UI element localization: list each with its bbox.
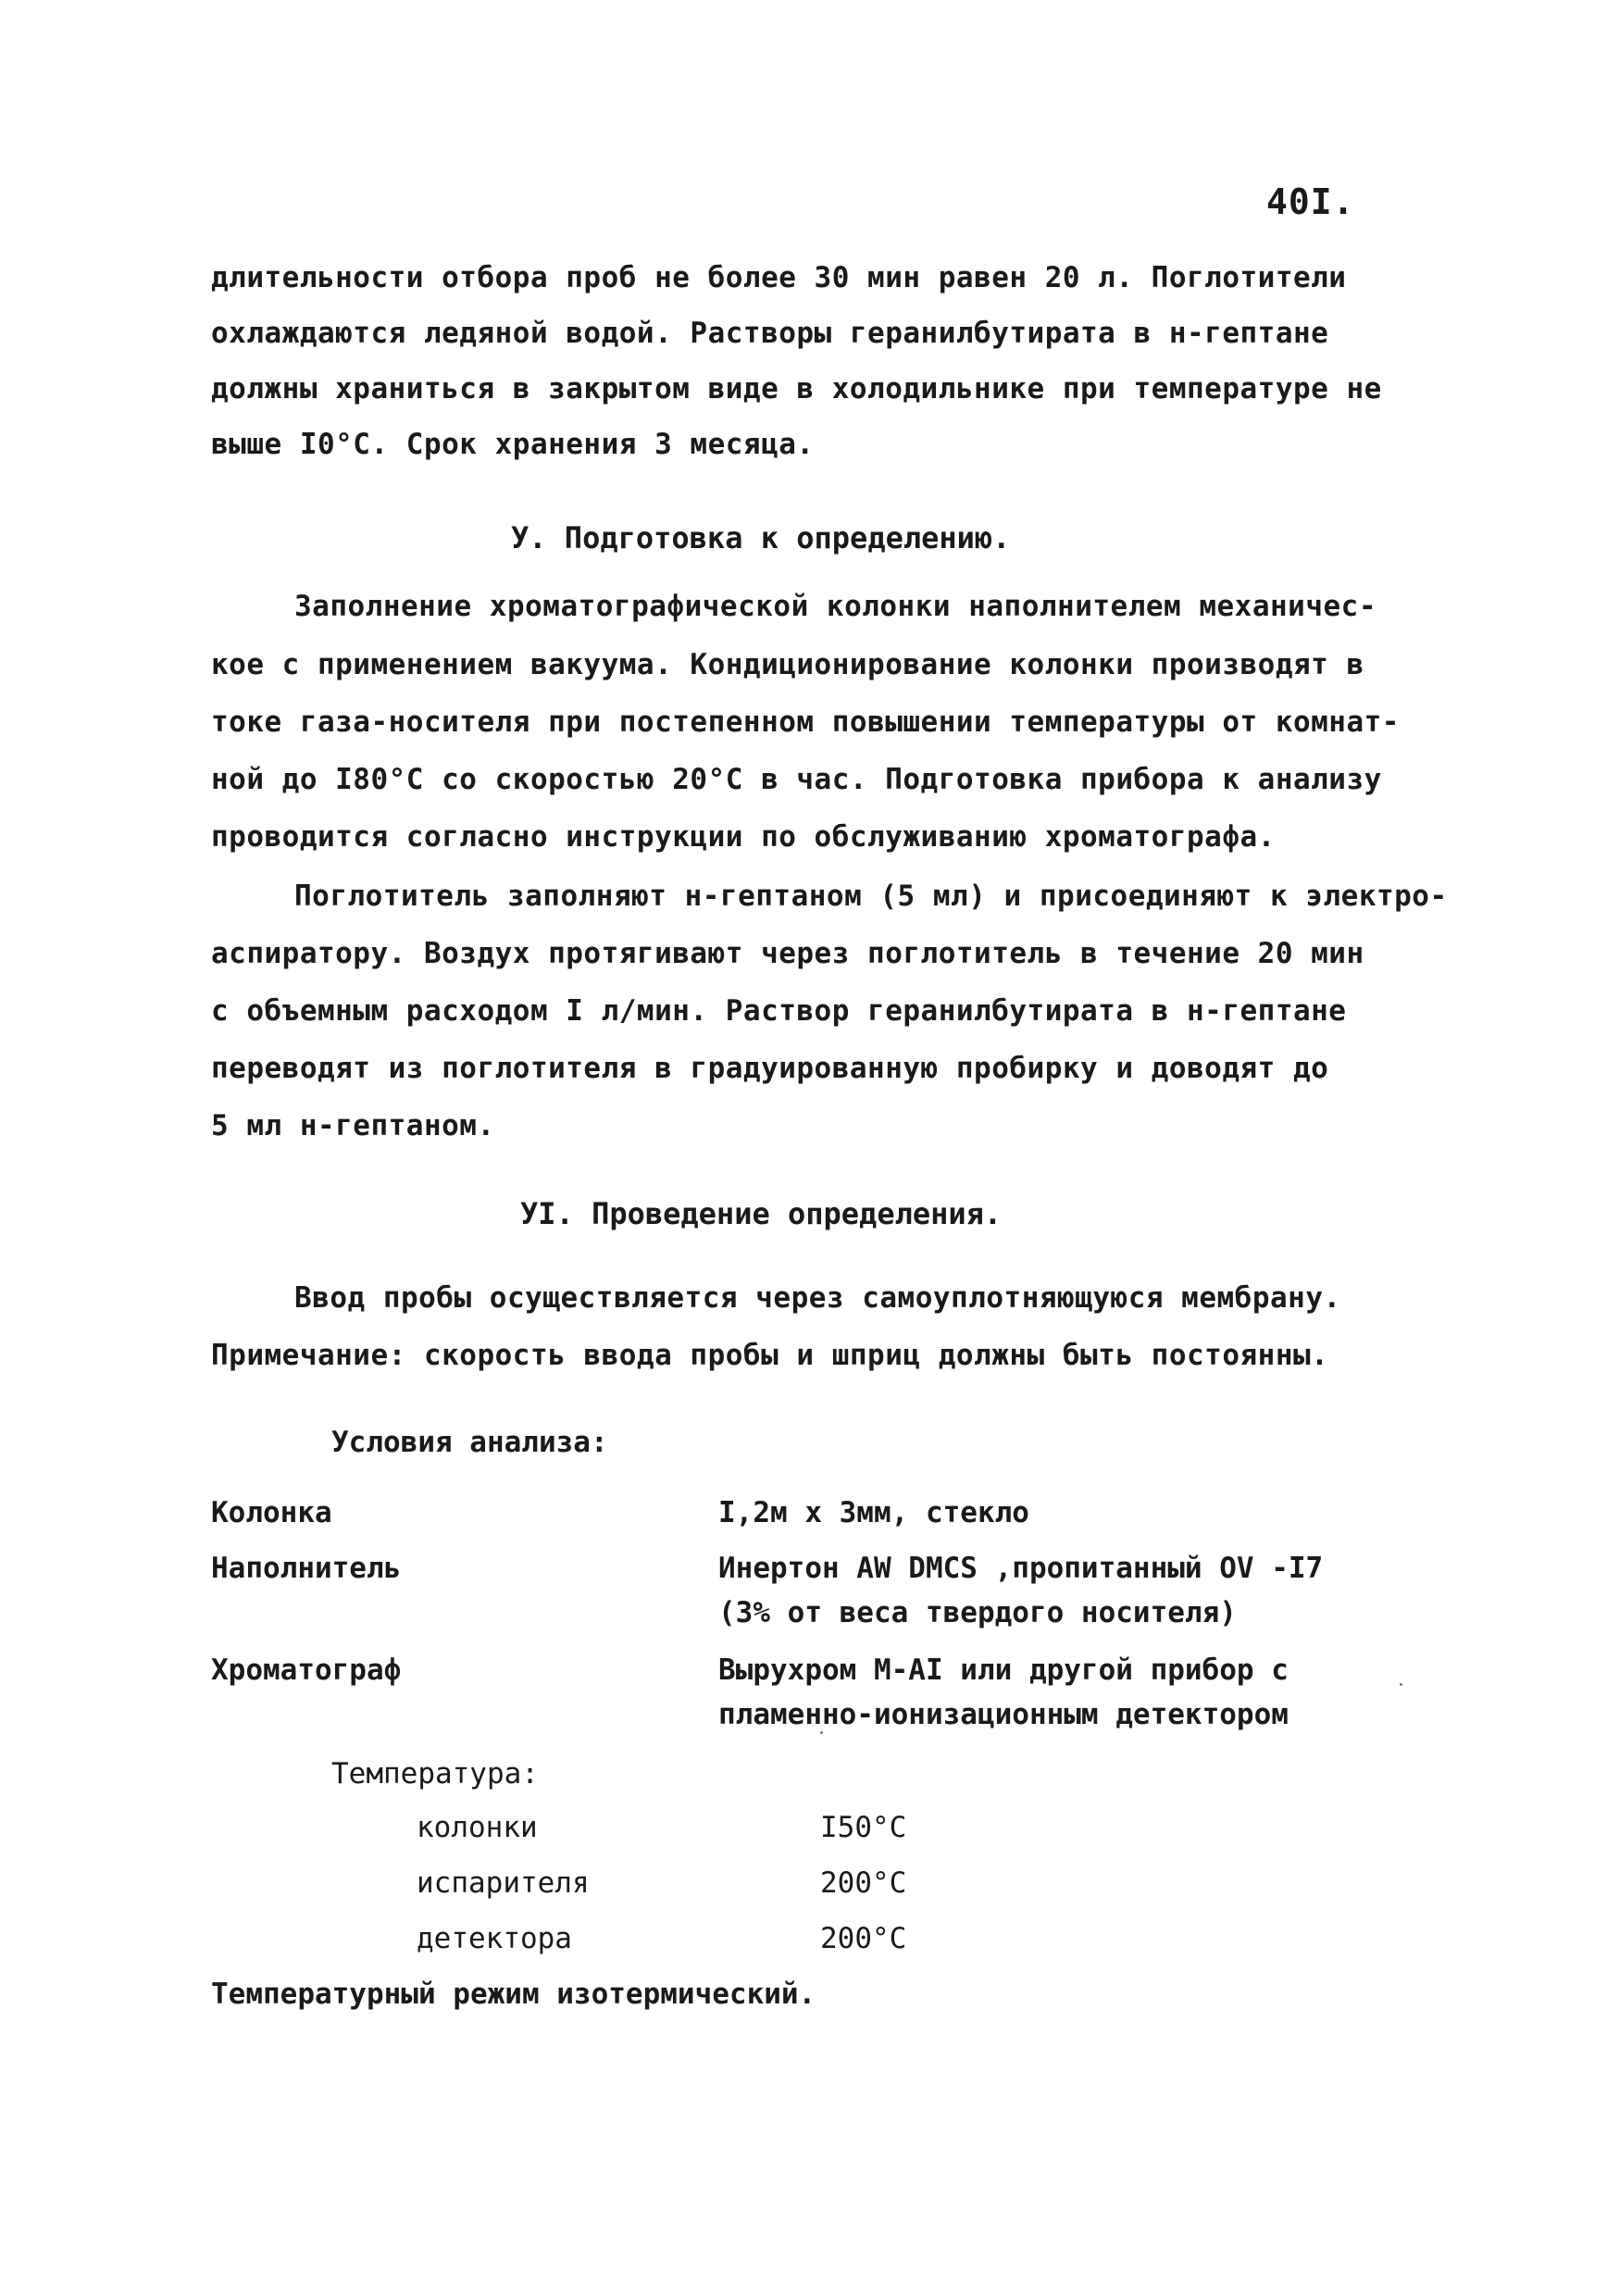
paragraph-line: переводят из поглотителя в градуированную пробирку и доводят до: [211, 1052, 1329, 1085]
temperature-value: 200°С: [820, 1922, 907, 1955]
condition-value: пламенно-ионизационным детектором: [718, 1698, 1289, 1731]
condition-value: Инертон AW DMCS ,пропитанный OV -I7: [718, 1552, 1324, 1585]
condition-label: Хроматограф: [211, 1653, 402, 1687]
section-5-heading: У. Подготовка к определению.: [511, 520, 1011, 555]
paragraph-line: Поглотитель заполняют н-гептаном (5 мл) и присоединяют к электро-: [294, 880, 1448, 913]
intro-line: выше I0°С. Срок хранения 3 месяца.: [211, 428, 815, 461]
paragraph-line: проводится согласно инструкции по обслуживанию хроматографа.: [211, 820, 1276, 854]
footer-note: Температурный режим изотермический.: [211, 1978, 816, 2011]
paragraph-line: с объемным расходом I л/мин. Раствор геранилбутирата в н-гептане: [211, 994, 1347, 1028]
temperature-value: I50°С: [820, 1811, 907, 1844]
paragraph-line: кое с применением вакуума. Кондиционирование колонки производят в: [211, 648, 1364, 681]
condition-label: Колонка: [211, 1496, 332, 1529]
paragraph-line: Ввод пробы осуществляется через самоуплотняющуюся мембрану.: [294, 1281, 1341, 1315]
page-number: 40I.: [1266, 181, 1355, 222]
intro-line: длительности отбора проб не более 30 мин равен 20 л. Поглотители: [211, 261, 1347, 294]
temperature-label: колонки: [417, 1811, 538, 1844]
paragraph-line: 5 мл н-гептаном.: [211, 1109, 495, 1142]
temperature-label: детектора: [417, 1922, 572, 1955]
scan-speck: [820, 1731, 823, 1734]
intro-line: охлаждаются ледяной водой. Растворы геранилбутирата в н-гептане: [211, 317, 1329, 350]
intro-line: должны храниться в закрытом виде в холодильнике при температуре не: [211, 372, 1382, 406]
scan-speck: [1400, 1683, 1402, 1686]
temperature-label: испарителя: [417, 1866, 590, 1900]
paragraph-line: аспиратору. Воздух протягивают через поглотитель в течение 20 мин: [211, 937, 1364, 970]
paragraph-line: токе газа-носителя при постепенном повышении температуры от комнат-: [211, 705, 1400, 739]
condition-label: Наполнитель: [211, 1552, 402, 1585]
condition-value: Вырухром М-АI или другой прибор с: [718, 1653, 1289, 1687]
paragraph-line: Примечание: скорость ввода пробы и шприц должны быть постоянны.: [211, 1339, 1329, 1372]
temperature-value: 200°С: [820, 1866, 907, 1900]
condition-value: (3% от веса твердого носителя): [718, 1596, 1237, 1629]
condition-value: I,2м х 3мм, стекло: [718, 1496, 1029, 1529]
paragraph-line: ной до I80°С со скоростью 20°С в час. Подготовка прибора к анализу: [211, 763, 1382, 796]
temperature-title: Температура:: [331, 1757, 539, 1791]
paragraph-line: Заполнение хроматографической колонки наполнителем механичес-: [294, 590, 1377, 623]
conditions-title: Условия анализа:: [331, 1426, 608, 1459]
section-6-heading: УI. Проведение определения.: [520, 1196, 1003, 1231]
